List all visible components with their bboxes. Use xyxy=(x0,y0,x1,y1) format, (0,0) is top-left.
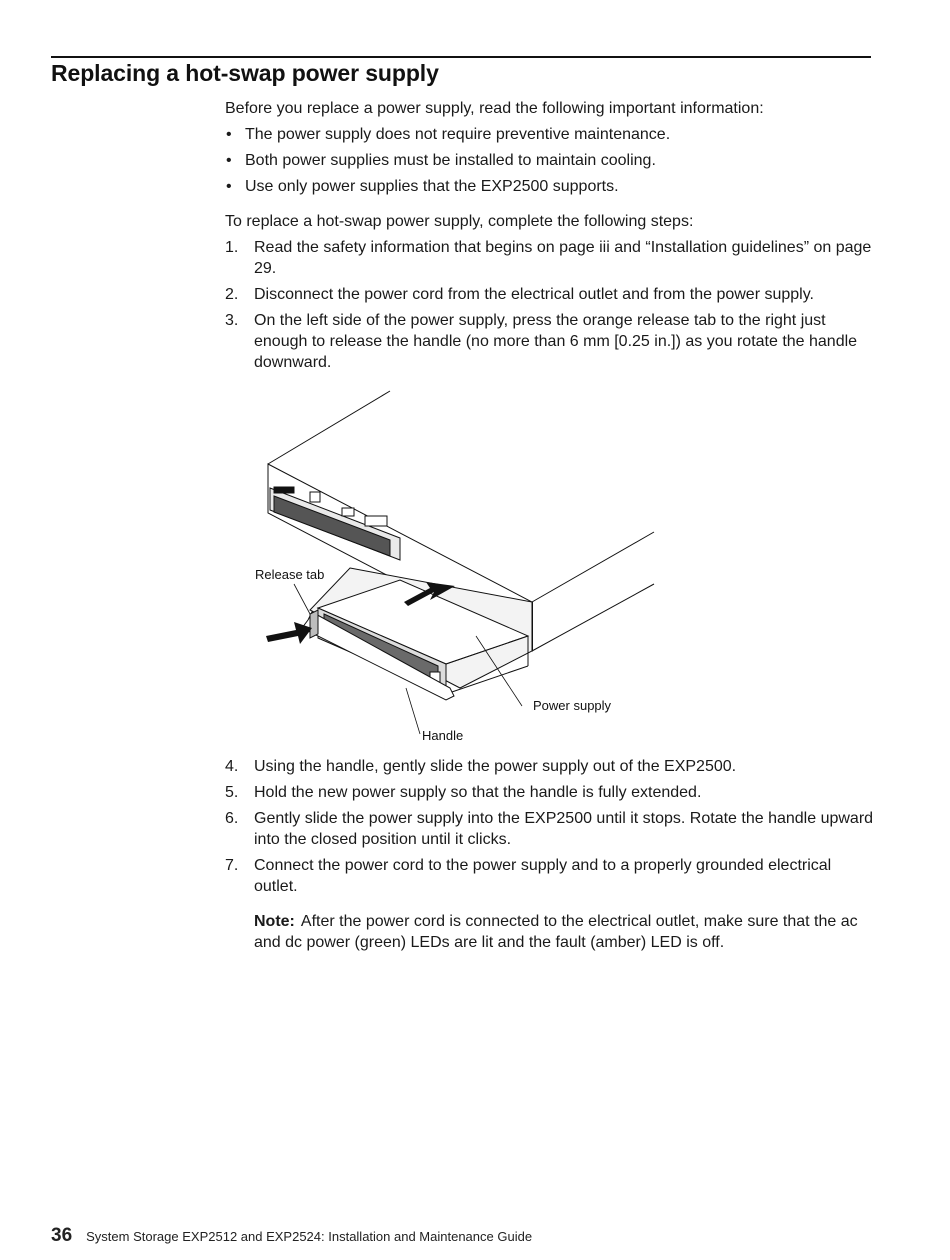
step-item: 6. Gently slide the power supply into the EXP2500 until it stops. Rotate the handle upward into the closed position until it clicks. xyxy=(225,810,874,848)
intro-text: Before you replace a power supply, read the following important information: xyxy=(225,100,764,117)
title-rule xyxy=(51,56,871,58)
step-item: 5. Hold the new power supply so that the handle is fully extended. xyxy=(225,784,702,801)
bullet-icon: • xyxy=(226,178,232,195)
step-item: 2. Disconnect the power cord from the electrical outlet and from the power supply. xyxy=(225,286,814,303)
content-top xyxy=(225,98,875,378)
note-block xyxy=(254,911,875,953)
bullet-item: • Use only power supplies that the EXP2500 supports. xyxy=(226,178,619,195)
step-item: 4. Using the handle, gently slide the power supply out of the EXP2500. xyxy=(225,758,737,775)
power-supply-label: Power supply xyxy=(533,698,612,713)
steps-intro: To replace a hot-swap power supply, complete the following steps: xyxy=(225,213,694,230)
bullet-item: • The power supply does not require preventive maintenance. xyxy=(226,126,671,143)
note-text: After the power cord is connected to the electrical outlet, make sure that the ac and dc power (green) LEDs are lit and the fault (amber) LED is off. xyxy=(254,913,858,951)
step-item: 3. On the left side of the power supply, press the orange release tab to the right just enough to release the handle (no more than 6 mm [0.25 in.]) as you rotate the handle downward. xyxy=(225,312,858,371)
content-bottom xyxy=(225,756,875,953)
handle-label: Handle xyxy=(422,728,464,743)
step-item: 1. Read the safety information that begins on page iii and “Installation guidelines” on page 29. xyxy=(225,239,872,277)
page-number: 36 xyxy=(51,1225,73,1246)
bullet-item: • Both power supplies must be installed to maintain cooling. xyxy=(226,152,656,169)
steps-list-part2 xyxy=(225,756,875,897)
release-tab-label: Release tab xyxy=(255,567,325,582)
power-supply-removal-figure xyxy=(250,388,670,750)
note-label: Note: xyxy=(254,913,295,930)
info-bullet-list xyxy=(225,124,875,197)
bullet-icon: • xyxy=(226,126,232,143)
footer-text: System Storage EXP2512 and EXP2524: Installation and Maintenance Guide xyxy=(86,1229,533,1244)
step-item: 7. Connect the power cord to the power supply and to a properly grounded electrical outlet. xyxy=(225,857,832,895)
release-tab-shape xyxy=(310,610,318,638)
page-footer xyxy=(51,1225,532,1247)
steps-list-part1 xyxy=(225,237,875,373)
page-title: Replacing a hot-swap power supply xyxy=(51,60,439,86)
bullet-icon: • xyxy=(226,152,232,169)
